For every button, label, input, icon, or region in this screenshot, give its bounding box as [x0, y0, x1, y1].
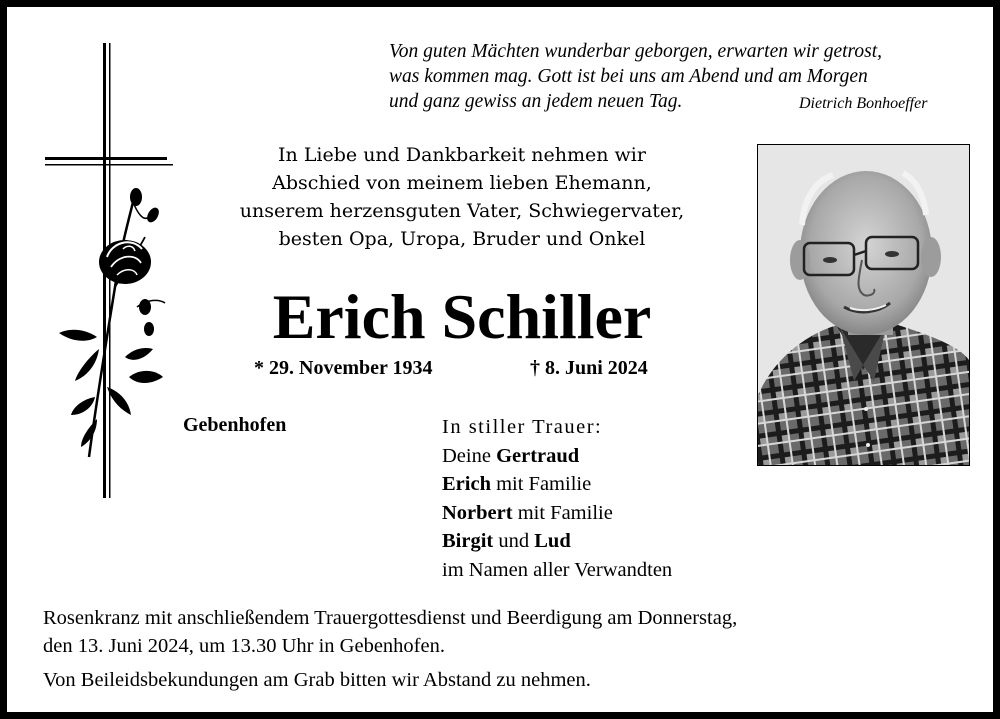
mourner-name: Lud [534, 530, 571, 552]
mourners-list [442, 413, 772, 584]
mourner-prefix: Deine [442, 444, 497, 467]
intro-line-2: Abschied von meinem lieben Ehemann, [272, 172, 652, 194]
intro-line-4: besten Opa, Uropa, Bruder und Onkel [278, 228, 646, 250]
deceased-name: Erich Schiller [272, 281, 652, 352]
mourner-name: Erich [442, 473, 491, 495]
quote-line-3: und ganz gewiss an jedem neuen Tag. [389, 91, 683, 112]
quote-line-2: was kommen mag. Gott ist bei uns am Abend und am Morgen [389, 66, 868, 87]
death-date: † 8. Juni 2024 [530, 357, 648, 379]
mourner-suffix: mit Familie [490, 473, 592, 495]
birth-date: * 29. November 1934 [254, 357, 433, 379]
mourner-name: Birgit [442, 530, 494, 552]
mourner-connector: und [493, 530, 535, 552]
mourner-wife [442, 442, 772, 471]
mourner-name: Norbert [442, 501, 513, 524]
place-of-residence: Gebenhofen [183, 414, 287, 436]
service-line-1: Rosenkranz mit anschließendem Trauergottesdienst und Beerdigung am Donnerstag, [43, 607, 738, 629]
service-info [43, 604, 973, 660]
intro-line-1: In Liebe und Dankbarkeit nehmen wir [278, 144, 646, 166]
intro-line-3: unserem herzensguten Vater, Schwiegervater, [239, 200, 685, 222]
quote-author: Dietrich Bonhoeffer [799, 95, 928, 112]
mourner-name: Gertraud [496, 444, 580, 467]
mourner-son-erich [442, 470, 772, 499]
portrait-image [758, 145, 969, 465]
mourner-relatives: im Namen aller Verwandten [442, 558, 673, 581]
mourner-suffix: mit Familie [512, 501, 613, 524]
mourners-heading: In stiller Trauer: [442, 416, 603, 438]
service-line-2: den 13. Juni 2024, um 13.30 Uhr in Gebenhofen. [43, 635, 445, 657]
cross-with-rose-icon [37, 37, 187, 507]
condolence-note: Von Beileidsbekundungen am Grab bitten wir Abstand zu nehmen. [43, 669, 591, 691]
quote-line-1: Von guten Mächten wunderbar geborgen, erwarten wir getrost, [389, 41, 883, 62]
bonhoeffer-quote [389, 39, 979, 114]
mourner-birgit-lud [442, 527, 772, 556]
portrait-photo [757, 144, 970, 466]
intro-text [177, 141, 747, 253]
mourner-son-norbert [442, 499, 772, 528]
